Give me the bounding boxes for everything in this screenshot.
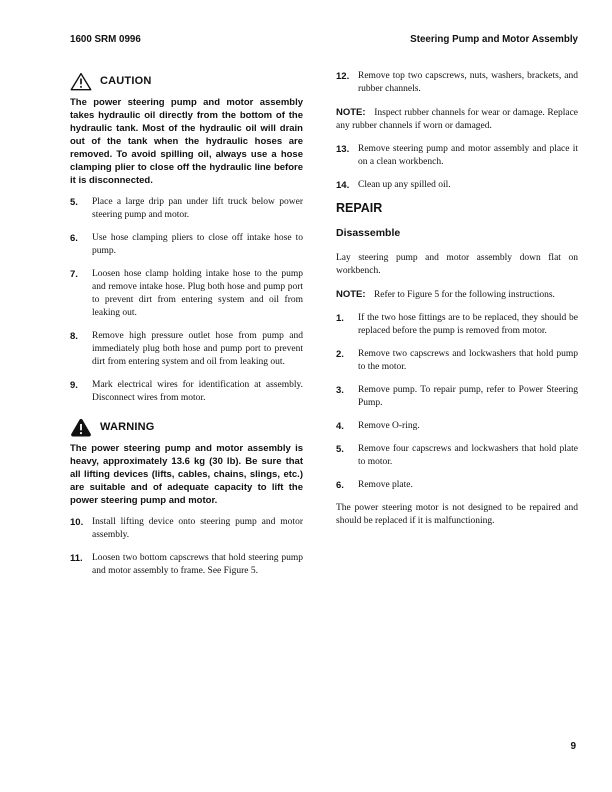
- step-text: Remove two capscrews and lockwashers that hold pump to the motor.: [358, 349, 578, 372]
- motor-replacement-paragraph: The power steering motor is not designed to be repaired and should be replaced if it is malfunctioning.: [336, 503, 578, 526]
- step-text: Install lifting device onto steering pump and motor assembly.: [92, 517, 303, 540]
- step-text: Remove top two capscrews, nuts, washers, brackets, and rubber channels.: [358, 71, 578, 94]
- disassemble-step-4: [336, 420, 578, 433]
- step-text: Loosen two bottom capscrews that hold steering pump and motor assembly to frame. See Figure 5.: [92, 553, 303, 576]
- step-text: Remove four capscrews and lockwashers that hold plate to motor.: [358, 444, 578, 467]
- disassemble-step-6: [336, 479, 578, 492]
- note-text: Refer to Figure 5 for the following instructions.: [373, 290, 555, 300]
- step-text: Remove steering pump and motor assembly and place it on a clean workbench.: [358, 144, 578, 167]
- step-number: 7.: [70, 269, 78, 280]
- step-number: 6.: [70, 233, 78, 244]
- step-number: 8.: [70, 331, 78, 342]
- step-7: [70, 268, 303, 320]
- step-number: 14.: [336, 180, 350, 191]
- left-column: [70, 72, 303, 588]
- step-number: 2.: [336, 349, 344, 360]
- page-number: 9: [570, 741, 576, 752]
- warning-triangle-exclamation-filled-icon: [70, 418, 92, 437]
- disassemble-intro-paragraph: Lay steering pump and motor assembly down flat on workbench.: [336, 253, 578, 276]
- disassemble-step-5: [336, 443, 578, 469]
- step-text: Loosen hose clamp holding intake hose to the pump and remove intake hose. Plug both hose and pump port to prevent dirt from entering system and oil from leaking out.: [92, 269, 303, 318]
- step-text: Remove high pressure outlet hose from pump and immediately plug both hose and pump port to prevent dirt from entering system and oil from leaking out.: [92, 331, 303, 367]
- step-10: [70, 516, 303, 542]
- step-text: Remove plate.: [358, 480, 413, 490]
- step-text: If the two hose fittings are to be replaced, they should be replaced before the pump is removed from motor.: [358, 313, 578, 336]
- step-number: 11.: [70, 553, 83, 564]
- disassemble-step-2: [336, 348, 578, 374]
- step-14: [336, 179, 578, 192]
- step-12: [336, 70, 578, 96]
- caution-label: CAUTION: [100, 75, 152, 87]
- step-number: 4.: [336, 421, 344, 432]
- caution-body: The power steering pump and motor assembly takes hydraulic oil directly from the bottom of the hydraulic tank. Most of the hydraulic oil will drain out of the tank when the hydraulic hoses are removed. To avoid spilling oil, always use a hose clamping plier to close off the hydraulic line before it is disconnected.: [70, 97, 303, 186]
- disassemble-step-3: [336, 384, 578, 410]
- disassemble-subheading: Disassemble: [336, 227, 401, 239]
- header-doc-code: 1600 SRM 0996: [70, 34, 141, 45]
- note-text: Inspect rubber channels for wear or damage. Replace any rubber channels if worn or damaged.: [336, 108, 579, 131]
- repair-section-heading: REPAIR: [336, 201, 383, 215]
- warning-heading: [70, 418, 303, 437]
- step-text: Place a large drip pan under lift truck below power steering pump and motor.: [92, 197, 303, 220]
- caution-triangle-exclamation-outline-icon: [70, 72, 92, 91]
- step-number: 10.: [70, 517, 84, 528]
- step-11: [70, 552, 303, 578]
- step-number: 13.: [336, 144, 350, 155]
- caution-heading: [70, 72, 303, 91]
- step-text: Clean up any spilled oil.: [358, 180, 451, 190]
- header-section-title: Steering Pump and Motor Assembly: [410, 34, 578, 45]
- step-8: [70, 330, 303, 369]
- step-13: [336, 143, 578, 169]
- right-column: [336, 70, 578, 538]
- warning-body: The power steering pump and motor assembly is heavy, approximately 13.6 kg (30 lb). Be sure that all lifting devices (lifts, cables, chains, slings, etc.) are suitable and of adequate capacity to lift the power steering pump and motor.: [70, 443, 303, 506]
- disassemble-step-1: [336, 312, 578, 338]
- note-label: NOTE:: [336, 107, 366, 118]
- step-number: 9.: [70, 380, 78, 391]
- step-text: Remove O-ring.: [358, 421, 420, 431]
- warning-label: WARNING: [100, 421, 155, 433]
- step-number: 6.: [336, 480, 344, 491]
- step-number: 1.: [336, 313, 344, 324]
- step-number: 3.: [336, 385, 344, 396]
- step-number: 5.: [70, 197, 78, 208]
- step-6: [70, 232, 303, 258]
- step-number: 5.: [336, 444, 344, 455]
- step-9: [70, 379, 303, 405]
- step-5: [70, 196, 303, 222]
- step-number: 12.: [336, 71, 350, 82]
- step-text: Mark electrical wires for identification at assembly. Disconnect wires from motor.: [92, 380, 303, 403]
- step-text: Use hose clamping pliers to close off intake hose to pump.: [92, 233, 303, 256]
- note-figure-5: [336, 288, 578, 302]
- note-label: NOTE:: [336, 289, 366, 300]
- step-text: Remove pump. To repair pump, refer to Power Steering Pump.: [358, 385, 578, 408]
- page-header: [70, 33, 578, 46]
- note-rubber-channels: [336, 106, 578, 133]
